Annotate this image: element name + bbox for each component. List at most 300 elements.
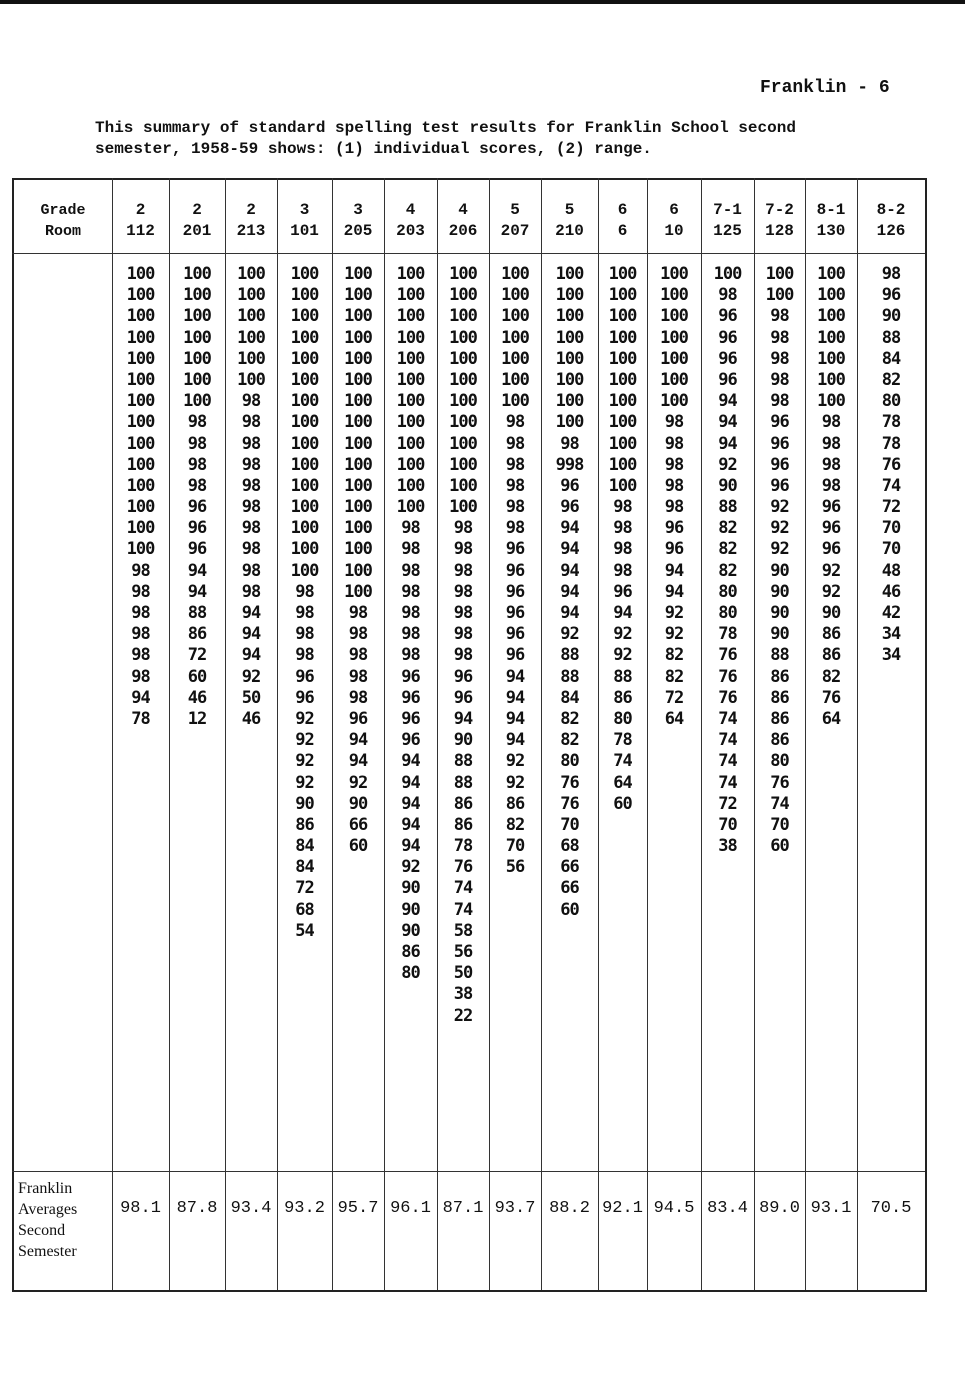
score-value: 48 — [881, 560, 901, 581]
score-value: 100 — [396, 454, 425, 475]
score-value: 92 — [770, 518, 789, 539]
score-value: 86 — [295, 814, 314, 835]
score-value: 98 — [241, 518, 261, 539]
score-value: 66 — [348, 814, 368, 835]
score-value: 100 — [555, 327, 584, 348]
average-value: 92.1 — [602, 1199, 643, 1218]
score-value: 100 — [660, 348, 688, 369]
score-value: 92 — [770, 497, 789, 518]
score-value: 64 — [821, 708, 841, 729]
score-value: 100 — [449, 285, 477, 306]
score-value: 100 — [126, 348, 155, 369]
score-value: 90 — [881, 306, 901, 327]
score-value: 100 — [126, 306, 155, 327]
score-value: 12 — [187, 708, 207, 729]
score-value: 94 — [505, 666, 525, 687]
score-value: 98 — [401, 581, 420, 602]
score-value: 98 — [505, 518, 525, 539]
score-value: 90 — [770, 560, 789, 581]
score-value: 100 — [449, 454, 477, 475]
grade-value: 6 — [669, 201, 679, 219]
score-value: 100 — [817, 327, 845, 348]
score-value: 100 — [660, 369, 688, 390]
score-value: 92 — [401, 857, 420, 878]
footer-divider — [12, 1171, 925, 1172]
column-header — [805, 200, 857, 242]
score-value: 98 — [348, 645, 368, 666]
score-value: 98 — [131, 624, 150, 645]
score-value: 94 — [560, 603, 579, 623]
score-value: 100 — [237, 348, 265, 369]
score-value: 78 — [718, 624, 737, 645]
score-value: 100 — [555, 412, 584, 433]
column-header — [754, 200, 805, 242]
score-value: 100 — [126, 264, 155, 284]
score-value: 94 — [453, 708, 473, 729]
score-value: 98 — [295, 603, 314, 623]
score-value: 98 — [348, 687, 368, 708]
score-value: 92 — [613, 645, 632, 666]
score-value: 94 — [348, 751, 368, 772]
score-value: 100 — [396, 497, 425, 518]
score-value: 100 — [817, 306, 845, 327]
score-value: 100 — [126, 412, 155, 433]
grade-value: 2 — [192, 201, 202, 219]
score-value: 80 — [770, 751, 789, 772]
score-value: 100 — [713, 264, 742, 284]
score-value: 100 — [449, 412, 477, 433]
score-value: 92 — [718, 454, 737, 475]
score-value: 74 — [718, 708, 737, 729]
score-value: 96 — [505, 603, 525, 623]
score-value: 92 — [295, 730, 314, 751]
score-value: 60 — [348, 836, 368, 857]
score-value: 88 — [718, 497, 737, 518]
score-value: 90 — [821, 603, 841, 623]
score-value: 78 — [131, 708, 150, 729]
score-value: 92 — [821, 560, 841, 581]
score-value: 74 — [453, 878, 473, 899]
score-value: 100 — [555, 391, 584, 412]
score-value: 96 — [718, 348, 737, 369]
score-value: 60 — [613, 793, 632, 814]
average-value: 95.7 — [337, 1199, 379, 1218]
grade-value: 5 — [510, 201, 520, 219]
score-value: 100 — [449, 306, 477, 327]
score-value: 86 — [821, 645, 841, 666]
score-value: 90 — [401, 899, 420, 920]
score-value: 70 — [881, 518, 901, 539]
score-value: 98 — [821, 412, 841, 433]
score-value: 100 — [608, 454, 637, 475]
score-value: 100 — [608, 306, 637, 327]
score-value: 98 — [453, 539, 473, 560]
score-value: 96 — [187, 497, 207, 518]
score-value: 100 — [608, 391, 637, 412]
score-value: 82 — [560, 730, 579, 751]
score-list — [541, 264, 598, 921]
score-value: 92 — [613, 624, 632, 645]
score-value: 100 — [449, 369, 477, 390]
score-value: 94 — [718, 412, 737, 433]
score-value: 94 — [131, 687, 150, 708]
score-value: 86 — [770, 666, 789, 687]
score-value: 66 — [560, 857, 579, 878]
grade-value: 5 — [564, 201, 575, 219]
column-header — [598, 200, 647, 242]
score-value: 94 — [560, 581, 579, 602]
score-value: 100 — [396, 327, 425, 348]
score-value: 98 — [241, 475, 261, 496]
column-header — [541, 200, 598, 242]
score-value: 98 — [401, 603, 420, 623]
grade-value: 7-2 — [765, 201, 794, 219]
score-value: 94 — [187, 581, 207, 602]
score-value: 96 — [821, 539, 841, 560]
score-value: 100 — [608, 433, 637, 454]
column-header — [384, 200, 437, 242]
score-value: 100 — [126, 454, 155, 475]
score-value: 80 — [881, 391, 901, 412]
score-value: 34 — [881, 624, 901, 645]
score-value: 96 — [664, 539, 684, 560]
score-value: 98 — [505, 433, 525, 454]
score-value: 96 — [295, 687, 314, 708]
score-value: 100 — [126, 475, 155, 496]
score-value: 94 — [718, 433, 737, 454]
score-value: 80 — [718, 581, 737, 602]
score-value: 100 — [449, 497, 477, 518]
grade-value: 2 — [135, 201, 146, 219]
score-value: 76 — [881, 454, 901, 475]
grade-room-header — [18, 200, 108, 242]
score-value: 98 — [664, 433, 684, 454]
score-value: 96 — [453, 687, 473, 708]
score-value: 100 — [183, 348, 211, 369]
score-value: 96 — [560, 497, 579, 518]
score-value: 100 — [608, 348, 637, 369]
score-value: 100 — [608, 264, 637, 284]
score-value: 88 — [453, 772, 473, 793]
score-value: 60 — [187, 666, 207, 687]
room-value: 125 — [713, 222, 742, 240]
score-value: 100 — [126, 391, 155, 412]
score-value: 80 — [401, 963, 420, 984]
score-value: 72 — [664, 687, 684, 708]
score-value: 100 — [126, 539, 155, 560]
score-value: 100 — [660, 264, 688, 284]
score-value: 100 — [344, 518, 372, 539]
average-value: 93.2 — [284, 1199, 325, 1218]
score-value: 96 — [821, 518, 841, 539]
score-value: 82 — [881, 369, 901, 390]
score-value: 100 — [765, 285, 794, 306]
score-value: 82 — [560, 708, 579, 729]
score-value: 92 — [348, 772, 368, 793]
score-value: 98 — [187, 433, 207, 454]
score-value: 98 — [348, 624, 368, 645]
score-value: 100 — [501, 348, 529, 369]
score-value: 76 — [560, 793, 579, 814]
score-value: 96 — [770, 454, 789, 475]
score-value: 98 — [131, 603, 150, 623]
score-value: 94 — [187, 560, 207, 581]
average-value: 93.1 — [810, 1199, 852, 1218]
score-value: 60 — [770, 836, 789, 857]
score-value: 76 — [453, 857, 473, 878]
score-value: 100 — [183, 285, 211, 306]
score-value: 94 — [401, 793, 420, 814]
score-value: 96 — [295, 666, 314, 687]
grade-value: 8-2 — [876, 201, 906, 219]
score-list — [112, 264, 169, 730]
column-header — [437, 200, 489, 242]
score-value: 96 — [770, 475, 789, 496]
score-value: 100 — [396, 369, 425, 390]
room-value: 126 — [876, 222, 906, 240]
score-list — [384, 264, 437, 984]
score-value: 86 — [401, 942, 420, 962]
score-value: 76 — [560, 772, 579, 793]
score-value: 998 — [555, 454, 584, 475]
score-value: 100 — [660, 327, 688, 348]
score-value: 90 — [453, 730, 473, 751]
score-value: 74 — [718, 751, 737, 772]
room-header-text: Room — [44, 223, 81, 240]
score-value: 96 — [401, 730, 420, 751]
score-list — [169, 264, 225, 730]
room-value: 6 — [617, 222, 628, 240]
score-value: 100 — [555, 285, 584, 306]
score-value: 100 — [237, 264, 265, 284]
score-value: 100 — [396, 433, 425, 454]
score-value: 78 — [881, 433, 901, 454]
score-value: 56 — [505, 857, 525, 878]
room-value: 201 — [182, 222, 212, 240]
score-value: 94 — [505, 730, 525, 751]
score-value: 98 — [131, 645, 150, 666]
intro-line-2: semester, 1958-59 shows: (1) individual scores, (2) range. — [95, 140, 652, 158]
score-value: 90 — [770, 603, 789, 623]
score-value: 70 — [770, 814, 789, 835]
score-value: 42 — [881, 603, 901, 623]
room-value: 207 — [500, 222, 530, 240]
intro-line-1: This summary of standard spelling test results for Franklin School second — [95, 119, 796, 137]
score-value: 100 — [290, 285, 319, 306]
score-value: 60 — [560, 899, 579, 920]
score-value: 96 — [505, 539, 525, 560]
score-value: 88 — [881, 327, 901, 348]
average-value: 93.4 — [230, 1199, 272, 1218]
score-value: 94 — [560, 560, 579, 581]
score-value: 100 — [290, 327, 319, 348]
score-value: 92 — [505, 772, 525, 793]
score-value: 96 — [881, 285, 901, 306]
score-value: 100 — [237, 285, 265, 306]
score-value: 98 — [718, 285, 737, 306]
score-value: 98 — [613, 497, 632, 518]
score-value: 78 — [453, 836, 473, 857]
score-value: 92 — [821, 581, 841, 602]
score-value: 86 — [770, 730, 789, 751]
score-value: 100 — [126, 285, 155, 306]
score-value: 100 — [817, 391, 845, 412]
score-value: 100 — [290, 560, 319, 581]
score-value: 92 — [295, 772, 314, 793]
score-value: 98 — [505, 454, 525, 475]
score-value: 100 — [126, 433, 155, 454]
score-value: 100 — [501, 306, 529, 327]
score-value: 98 — [453, 581, 473, 602]
room-value: 206 — [448, 222, 478, 240]
score-value: 100 — [290, 497, 319, 518]
score-value: 92 — [241, 666, 261, 687]
score-value: 100 — [344, 348, 372, 369]
score-value: 100 — [396, 285, 425, 306]
score-value: 72 — [718, 793, 737, 814]
score-value: 96 — [821, 497, 841, 518]
score-value: 88 — [770, 645, 789, 666]
grade-value: 3 — [299, 201, 310, 219]
score-value: 94 — [560, 539, 579, 560]
score-value: 100 — [237, 369, 265, 390]
score-value: 100 — [396, 391, 425, 412]
score-value: 88 — [560, 645, 579, 666]
score-value: 68 — [295, 899, 314, 920]
header-divider — [12, 253, 925, 254]
score-value: 72 — [881, 497, 901, 518]
score-value: 98 — [453, 603, 473, 623]
score-value: 96 — [560, 475, 579, 496]
score-value: 94 — [505, 687, 525, 708]
average-value: 94.5 — [653, 1199, 695, 1218]
score-value: 96 — [505, 581, 525, 602]
score-value: 100 — [237, 327, 265, 348]
score-value: 90 — [401, 920, 420, 941]
score-value: 100 — [449, 348, 477, 369]
grade-value: 4 — [458, 201, 468, 219]
column-header — [701, 200, 754, 242]
score-value: 100 — [396, 306, 425, 327]
score-value: 98 — [401, 624, 420, 645]
room-value: 101 — [290, 222, 319, 240]
top-edge — [0, 0, 965, 4]
grade-value: 2 — [246, 201, 256, 219]
average-value: 87.8 — [176, 1199, 218, 1218]
score-value: 94 — [401, 814, 420, 835]
score-value: 100 — [290, 433, 319, 454]
score-value: 100 — [608, 475, 637, 496]
score-value: 70 — [718, 814, 737, 835]
score-value: 66 — [560, 878, 579, 899]
column-header — [112, 200, 169, 242]
average-value: 89.0 — [759, 1199, 800, 1218]
score-value: 98 — [241, 539, 261, 560]
score-value: 94 — [613, 603, 632, 623]
score-value: 100 — [290, 369, 319, 390]
score-value: 100 — [449, 264, 477, 284]
score-value: 94 — [664, 560, 684, 581]
score-value: 96 — [770, 412, 789, 433]
score-value: 92 — [770, 539, 789, 560]
column-header — [277, 200, 332, 242]
score-value: 96 — [505, 624, 525, 645]
score-value: 96 — [187, 539, 207, 560]
score-value: 94 — [718, 391, 737, 412]
score-value: 94 — [505, 708, 525, 729]
score-value: 78 — [613, 730, 632, 751]
score-value: 76 — [770, 772, 789, 793]
score-value: 84 — [560, 687, 579, 708]
score-value: 100 — [501, 369, 529, 390]
room-value: 128 — [765, 222, 794, 240]
score-value: 90 — [348, 793, 368, 814]
score-value: 100 — [126, 497, 155, 518]
score-value: 98 — [505, 412, 525, 433]
score-value: 98 — [505, 475, 525, 496]
score-value: 84 — [295, 836, 314, 857]
score-value: 98 — [770, 327, 789, 348]
score-value: 86 — [453, 814, 473, 835]
score-value: 98 — [453, 518, 473, 539]
score-value: 100 — [817, 264, 845, 284]
score-value: 98 — [453, 645, 473, 666]
score-value: 96 — [505, 645, 525, 666]
grade-value: 4 — [405, 201, 416, 219]
column-header — [647, 200, 701, 242]
score-table — [12, 178, 925, 1290]
score-value: 100 — [396, 348, 425, 369]
score-value: 98 — [187, 454, 207, 475]
score-value: 76 — [821, 687, 841, 708]
score-value: 100 — [396, 475, 425, 496]
score-value: 86 — [505, 793, 525, 814]
score-value: 100 — [344, 264, 372, 284]
score-value: 94 — [401, 772, 420, 793]
score-value: 98 — [770, 306, 789, 327]
score-value: 96 — [718, 327, 737, 348]
score-value: 90 — [770, 581, 789, 602]
score-value: 82 — [718, 539, 737, 560]
averages-label — [18, 1178, 77, 1262]
room-value: 203 — [396, 222, 425, 240]
score-value: 100 — [608, 412, 637, 433]
score-value: 98 — [613, 560, 632, 581]
score-value: 98 — [241, 497, 261, 518]
score-value: 96 — [401, 687, 420, 708]
score-value: 100 — [344, 539, 372, 560]
score-value: 98 — [401, 518, 420, 539]
score-value: 98 — [401, 539, 420, 560]
score-value: 96 — [718, 369, 737, 390]
score-value: 54 — [295, 920, 314, 941]
score-value: 100 — [608, 285, 637, 306]
score-value: 72 — [187, 645, 207, 666]
score-value: 100 — [290, 306, 319, 327]
score-value: 98 — [453, 624, 473, 645]
score-value: 74 — [718, 772, 737, 793]
score-value: 94 — [348, 730, 368, 751]
score-value: 100 — [183, 306, 211, 327]
intro-paragraph — [95, 118, 885, 160]
score-value: 94 — [560, 518, 579, 539]
score-value: 94 — [401, 751, 420, 772]
score-value: 98 — [821, 454, 841, 475]
score-value: 96 — [453, 666, 473, 687]
score-value: 78 — [881, 412, 901, 433]
score-value: 56 — [453, 942, 473, 962]
score-value: 50 — [453, 963, 473, 984]
